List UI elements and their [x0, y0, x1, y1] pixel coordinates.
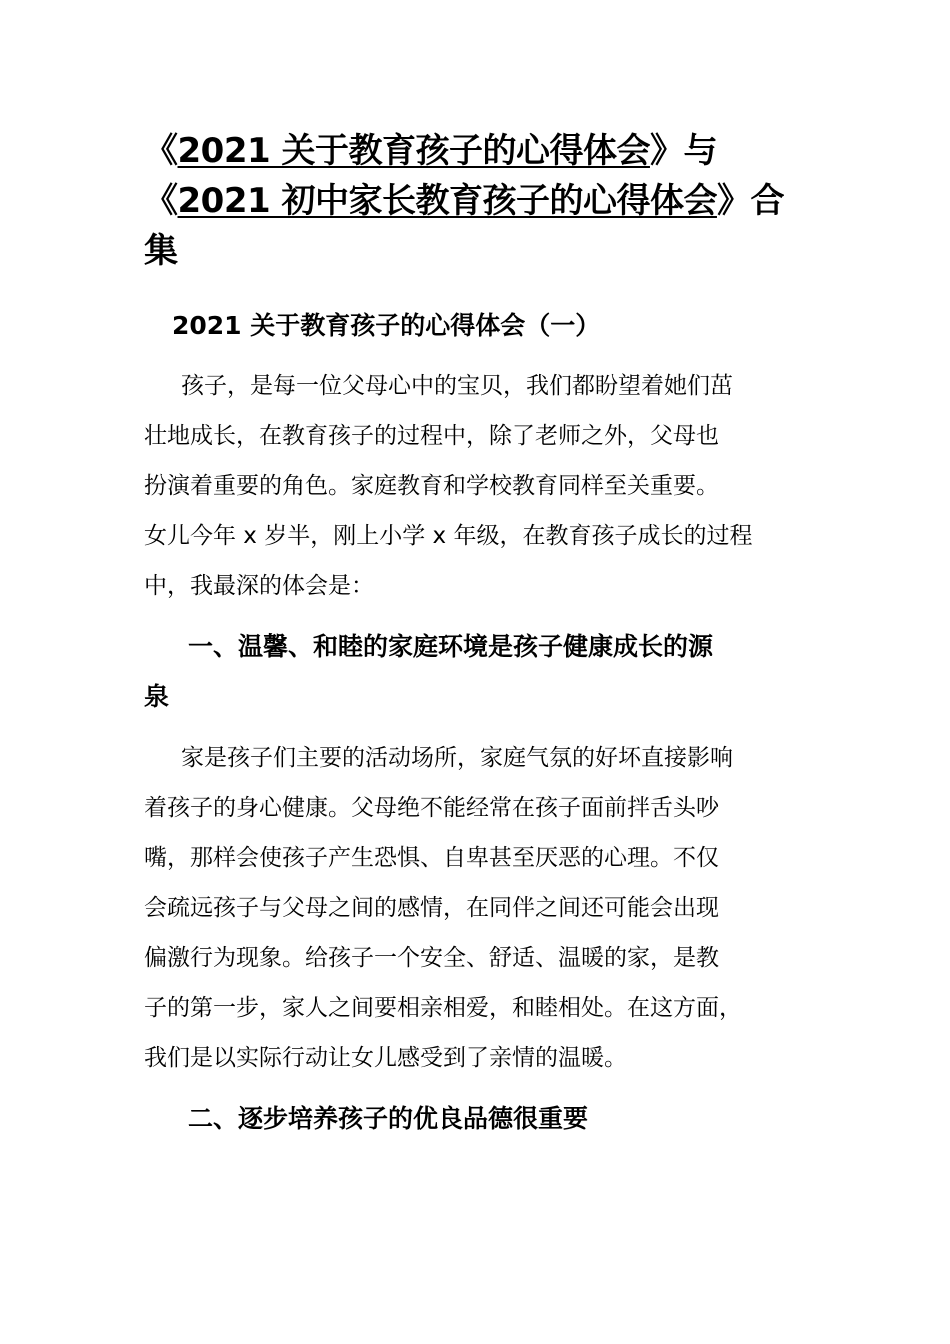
title-bracket-close: 》与	[649, 131, 717, 171]
section-title: 2021 关于教育孩子的心得体会（一）	[172, 311, 601, 340]
title-underlined-text: 2021 初中家长教育孩子的心得体会	[177, 181, 717, 221]
paragraph-line: 会疏远孩子与父母之间的感情，在同伴之间还可能会出现	[144, 895, 719, 921]
heading-line: 泉	[144, 682, 170, 711]
paragraph-line: 家是孩子们主要的活动场所，家庭气氛的好坏直接影响	[181, 745, 733, 771]
title-underlined-text: 2021 关于教育孩子的心得体会	[177, 131, 650, 171]
heading-one	[144, 622, 810, 722]
paragraph-line: 扮演着重要的角色。家庭教育和学校教育同样至关重要。	[144, 473, 719, 499]
paragraph-line: 着孩子的身心健康。父母绝不能经常在孩子面前拌舌头吵	[144, 795, 719, 821]
paragraph-line: 女儿今年 x 岁半，刚上小学 x 年级，在教育孩子成长的过程	[144, 523, 753, 549]
document-title	[144, 126, 824, 276]
paragraph-line: 孩子，是每一位父母心中的宝贝，我们都盼望着她们茁	[181, 373, 733, 399]
heading-line: 一、温馨、和睦的家庭环境是孩子健康成长的源	[188, 632, 714, 661]
title-line-2	[144, 176, 824, 226]
paragraph-line: 壮地成长，在教育孩子的过程中，除了老师之外，父母也	[144, 423, 719, 449]
paragraph-line: 我们是以实际行动让女儿感受到了亲情的温暖。	[144, 1045, 627, 1071]
paragraph-intro	[144, 361, 810, 611]
heading-line: 二、逐步培养孩子的优良品德很重要	[188, 1104, 589, 1133]
title-line-1	[144, 126, 824, 176]
heading-two	[144, 1094, 810, 1144]
title-bracket-close: 》合	[716, 181, 784, 221]
paragraph-line: 中，我最深的体会是：	[144, 573, 374, 599]
paragraph-line: 偏激行为现象。给孩子一个安全、舒适、温暖的家，是教	[144, 945, 719, 971]
title-line-3: 集	[144, 231, 178, 271]
title-bracket-open: 《	[144, 131, 178, 171]
title-bracket-open: 《	[144, 181, 178, 221]
paragraph-line: 嘴，那样会使孩子产生恐惧、自卑甚至厌恶的心理。不仅	[144, 845, 719, 871]
paragraph-line: 子的第一步，家人之间要相亲相爱，和睦相处。在这方面，	[144, 995, 742, 1021]
paragraph-home-environment	[144, 733, 810, 1083]
